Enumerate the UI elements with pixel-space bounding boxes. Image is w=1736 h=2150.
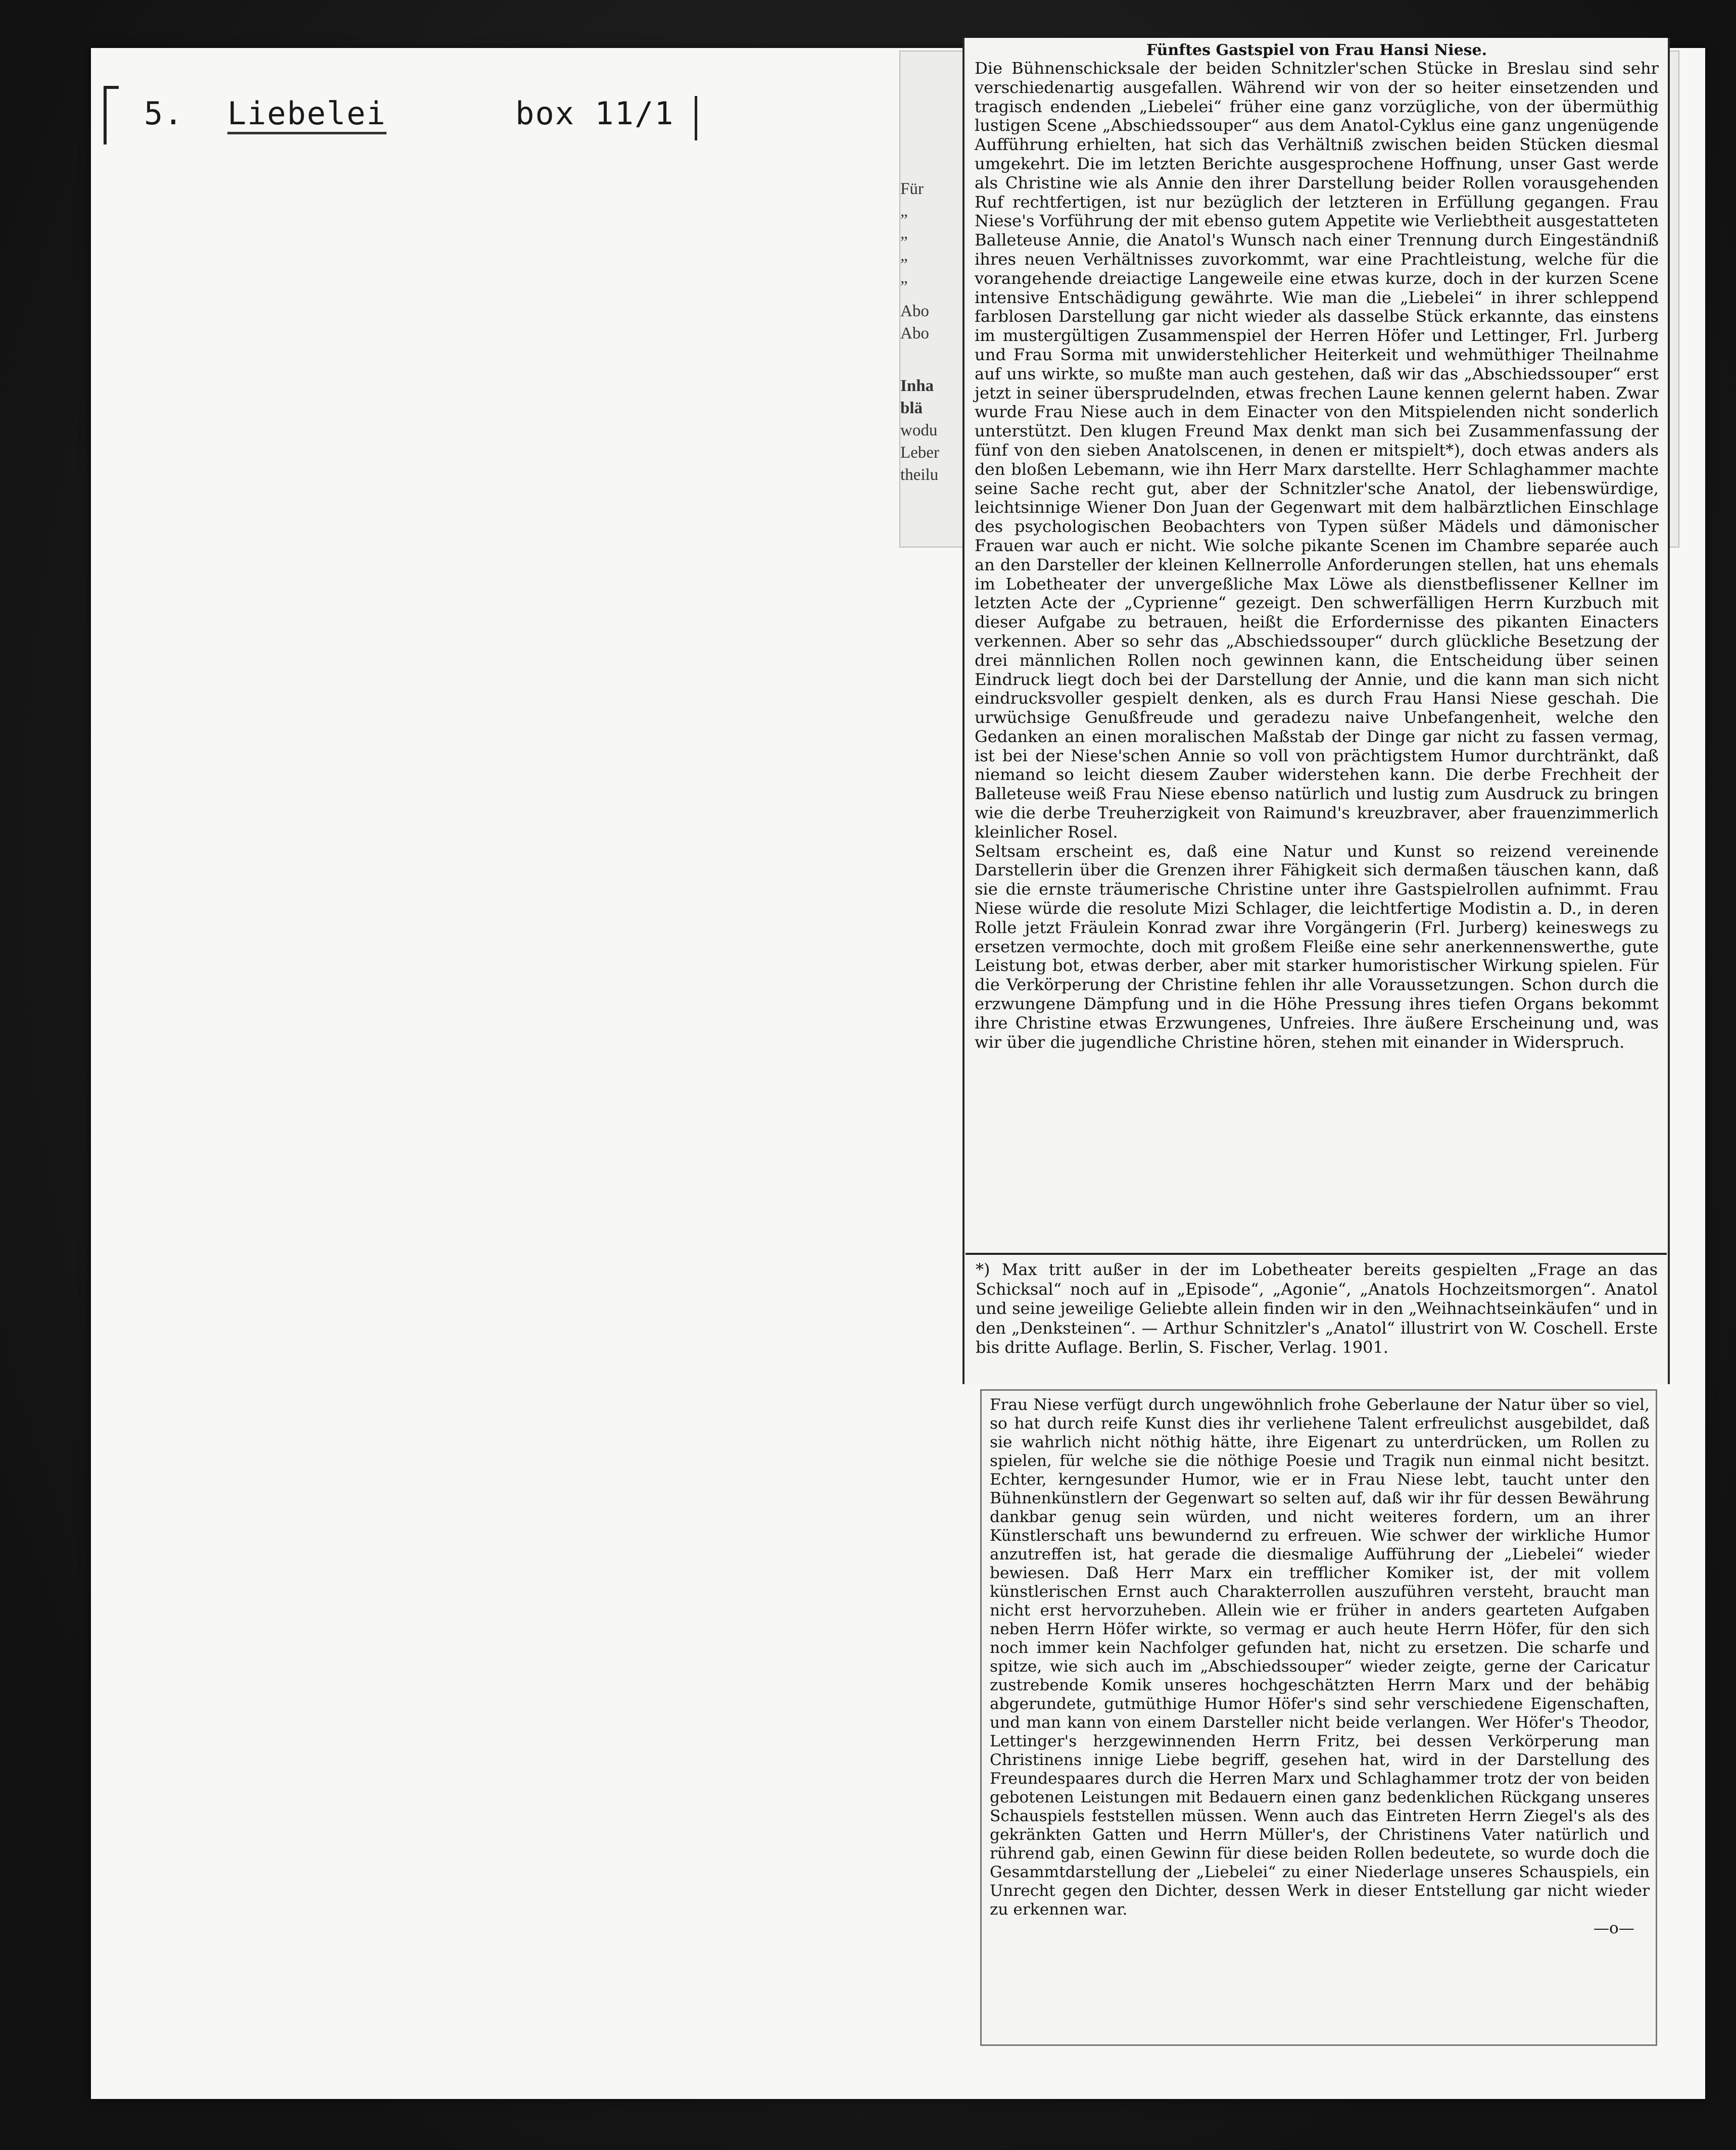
- fragment: „: [900, 202, 908, 220]
- folder-title: Liebelei: [227, 95, 387, 134]
- article-footnote: [966, 1253, 1667, 1384]
- article-paragraph: Seltsam erscheint es, daß eine Natur und Kunst so reizend vereinende Darstellerin über die Grenzen ihrer Fähigkeit sich dermaßen täuschen kann, daß sie die ernste träumerische Christine unter ihre Gastspielrollen aufnimmt. Frau Niese würde die resolute Mizi Schlager, die leichtfertige Modistin a. D., in deren Rolle jetzt Fräulein Konrad zwar ihre Vorgängerin (Frl. Jurberg) keineswegs zu ersetzen vermochte, doch mit großem Fleiße eine sehr anerkennenswerthe, gute Leistung bot, etwas derber, aber mit starker humoristischer Wirkung spielen. Für die Verkörperung der Christine fehlen ihr alle Voraussetzungen. Schon durch die erzwungene Dämpfung und in die Höhe Pressung ihres tiefen Organs bekommt ihre Christine etwas Erzwungenes, Unfreies. Ihre äußere Erscheinung und, was wir über die jugendliche Christine hören, stehen mit einander in Widerspruch.: [975, 841, 1659, 1052]
- article-paragraph: Die Bühnenschicksale der beiden Schnitzler'schen Stücke in Breslau sind sehr verschiedenartig ausgefallen. Während wir von der so heiter einsetzenden und tragisch endenden „Liebelei“ früher eine ganz vorzügliche, von der übermüthig lustigen Scene „Abschiedssouper“ aus dem Anatol-Cyklus eine ganz ungenügende Aufführung erhielten, hat sich das Verhältniß zwischen beiden Stücken diesmal umgekehrt. Die im letzten Berichte ausgesprochene Hoffnung, unser Gast werde als Christine wie als Annie den ihrer Darstellung beider Rollen vorausgehenden Ruf rechtfertigen, ist nur bezüglich der letzteren in Erfüllung gegangen. Frau Niese's Vorführung der mit ebenso gutem Appetite wie Verliebtheit ausgestatteten Balleteuse Annie, die Anatol's Wunsch nach einer Trennung durch Eingeständniß ihres neuen Verhältnisses zuvorkommt, war eine Prachtleistung, welche für die vorangehende dreiactige Langeweile eine etwas kurze, doch in der kurzen Scene intensive Entschädigung gewährte. Wie man die „Liebelei“ in ihrer schleppend farblosen Darstellung gar nicht wieder als dasselbe Stück erkannte, das einstens im mustergültigen Zusammenspiel der Herren Höfer und Lettinger, Frl. Jurberg und Frau Sorma mit unwiderstehlicher Heiterkeit und wehmüthiger Theilnahme auf uns wirkte, so mußte man auch gestehen, daß wir das „Abschiedssouper“ erst jetzt in seiner übersprudelnden, etwas frechen Laune kennen gelernt haben. Zwar wurde Frau Niese auch in dem Einacter von den Mitspielenden nicht sonderlich unterstützt. Den klugen Freund Max denkt man sich bei Zusammenfassung der fünf von den sieben Anatolscenen, in denen er mitspielt*), doch etwas anders als den bloßen Lebemann, wie ihn Herr Marx darstellte. Herr Schlaghammer machte seine Sache recht gut, aber der Schnitzler'sche Anatol, der liebenswürdige, leichtsinnige Wiener Don Juan der Gegenwart mit dem halbärztlichen Einschlage des psychologischen Beobachters von Typen süßer Mädels und dämonischer Frauen war auch er nicht. Wie solche pikante Scenen im Chambre separée auch an den Darsteller der kleinen Kellnerrolle Anforderungen stellen, hat uns ehemals im Lobetheater der unvergeßliche Max Löwe als dienstbeflissener Kellner im letzten Acte der „Cyprienne“ gezeigt. Den schwerfälligen Herrn Kurzbuch mit dieser Aufgabe zu betrauen, heißt die Erfordernisse des pikanten Einacters verkennen. Aber so sehr das „Abschiedssouper“ durch glückliche Besetzung der drei männlichen Rollen noch gewinnen kann, die Entscheidung über seinen Eindruck liegt doch bei der Darstellung der Annie, und die kann man sich nicht eindrucksvoller gespielt denken, als es durch Frau Hansi Niese geschah. Die urwüchsige Genußfreude und geradezu naive Unbefangenheit, welche den Gedanken an einen moralischen Maßstab der Dinge gar nicht zu fassen vermag, ist bei der Niese'schen Annie so voll von prächtigstem Humor durchtränkt, daß niemand so leicht diesem Zauber widerstehen kann. Die derbe Frechheit der Balleteuse weiß Frau Niese ebenso natürlich und lustig zum Ausdruck zu bringen wie die derbe Treuherzigkeit von Raimund's kreuzbraver, aber frauenzimmerlich kleinlicher Rosel.: [975, 59, 1659, 842]
- folder-header: [104, 86, 700, 141]
- article-heading: Fünftes Gastspiel von Frau Hansi Niese.: [1146, 41, 1487, 59]
- newspaper-clipping-main: [962, 38, 1670, 1384]
- fragment: „: [900, 224, 908, 242]
- fragment: Für: [900, 180, 924, 198]
- fragment: Abo: [900, 302, 929, 320]
- fragment: Inha: [900, 377, 934, 395]
- fragment: Abo: [900, 324, 929, 343]
- header-divider: [695, 96, 697, 140]
- corner-mark: [104, 86, 119, 144]
- fragment: „: [900, 269, 908, 287]
- fragment: Leber: [900, 444, 939, 462]
- end-mark: —o—: [1593, 1919, 1634, 1937]
- newspaper-clipping-continued: [980, 1389, 1657, 2046]
- folder-number: 5.: [144, 95, 184, 132]
- fragment: blä: [900, 399, 923, 417]
- fragment: theilu: [900, 466, 939, 484]
- footnote-text: *) Max tritt außer in der im Lobetheater bereits gespielten „Frage an das Schicksal“ noch auf in „Episode“, „Agonie“, „Anatols Hochzeitsmorgen“. Anatol und seine jeweilige Geliebte allein finden wir in den „Weihnachtseinkäufen“ und in den „Denksteinen“. — Arthur Schnitzler's „Anatol“ illustrirt von W. Coschell. Erste bis dritte Auflage. Berlin, S. Fischer, Verlag. 1901.: [976, 1260, 1658, 1357]
- fragment: „: [900, 247, 908, 265]
- fragment: wodu: [900, 421, 938, 439]
- article-paragraph: Frau Niese verfügt durch ungewöhnlich frohe Geberlaune der Natur über so viel, so hat durch reife Kunst dies ihr verliehene Talent erfreulichst ausgebildet, daß sie wahrlich nicht nöthig hätte, ihre Eigenart zu unterdrücken, um Rollen zu spielen, für welche sie die nöthige Poesie und Tragik nun einmal nicht besitzt. Echter, kerngesunder Humor, wie er in Frau Niese lebt, taucht unter den Bühnenkünstlern der Gegenwart so selten auf, daß wir ihr für dessen Bewährung dankbar genug sein würden, und nicht weiteres fordern, um an ihrer Künstlerschaft uns bewundernd zu erfreuen. Wie schwer der wirkliche Humor anzutreffen ist, hat gerade die diesmalige Aufführung der „Liebelei“ wieder bewiesen. Daß Herr Marx ein trefflicher Komiker ist, der mit vollem künstlerischen Ernst auch Charakterrollen auszuführen versteht, braucht man nicht erst hervorzuheben. Allein wie er früher in anders gearteten Aufgaben neben Herrn Höfer wirkte, so vermag er auch heute Herrn Höfer, für den sich noch immer kein Nachfolger gefunden hat, nicht zu ersetzen. Die scharfe und spitze, wie sich auch im „Abschiedssouper“ wieder zeigte, gerne der Caricatur zustrebende Komik unseres hochgeschätzten Herrn Marx und der behäbig abgerundete, gutmüthige Humor Höfer's sind sehr verschiedene Eigenschaften, und man kann von einem Darsteller nicht beide verlangen. Wer Höfer's Theodor, Lettinger's herzgewinnenden Herrn Fritz, bei dessen Verkörperung man Christinens innige Liebe begriff, gesehen hat, wird in der Darstellung des Freundespaares durch die Herren Marx und Schlaghammer trotz der von beiden gebotenen Leistungen mit Bedauern einen ganz bedenklichen Rückgang unseres Schauspiels feststellen müssen. Wenn auch das Eintreten Herrn Ziegel's als des gekränkten Gatten und Herrn Müller's, der Christinens Vater natürlich und rührend gab, einen Gewinn für diese beiden Rollen bedeutete, so wurde doch die Gesammtdarstellung der „Liebelei“ zu einer Niederlage unseres Schauspiels, ein Unrecht gegen den Dichter, dessen Werk in dieser Entstellung gar nicht wieder zu erkennen war.: [990, 1396, 1650, 1919]
- box-label: box 11/1: [515, 95, 674, 132]
